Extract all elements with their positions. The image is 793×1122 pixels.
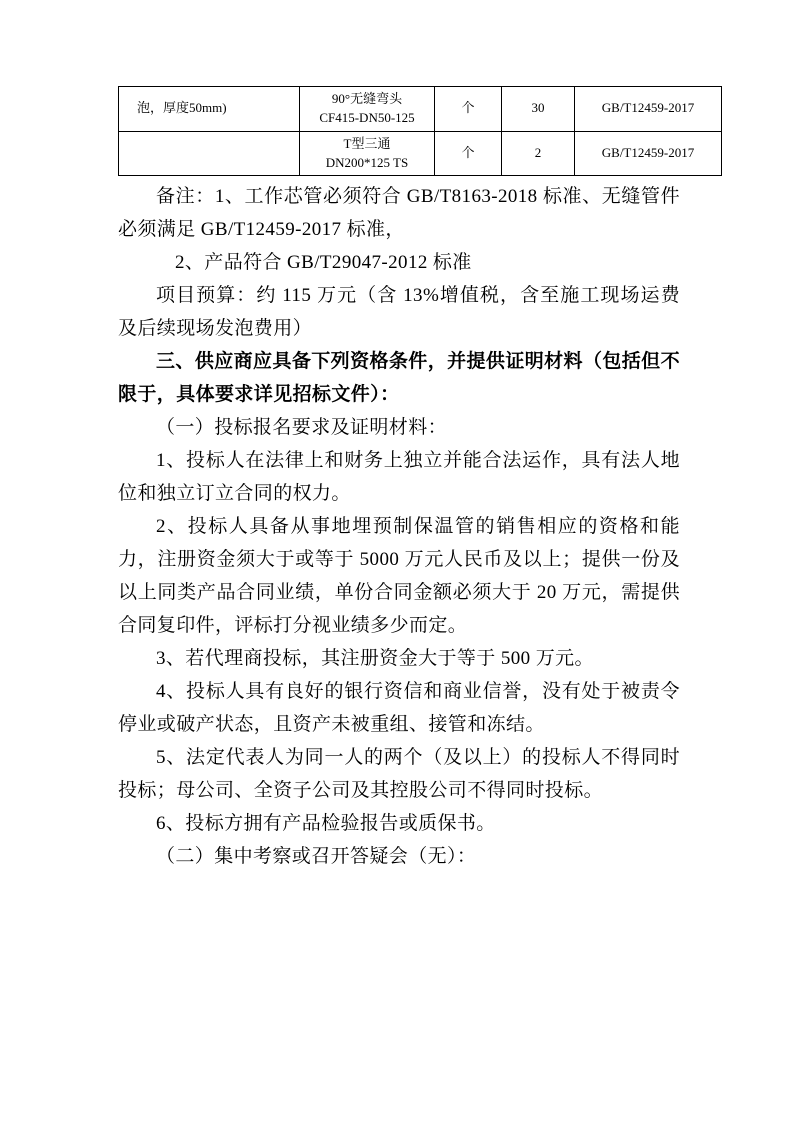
- paragraph-item-6: 6、投标方拥有产品检验报告或质保书。: [156, 813, 496, 835]
- table-row: [119, 87, 722, 132]
- specification-table: [118, 86, 722, 176]
- paragraph-item-1: 1、投标人在法律上和财务上独立并能合法运作，具有法人地位和独立订立合同的权力。: [118, 450, 680, 505]
- table-cell-model: [300, 131, 435, 176]
- paragraph-budget: 项目预算：约 115 万元（含 13%增值税，含至施工现场运费及后续现场发泡费用）: [118, 285, 680, 340]
- table-cell-model-line1: T型三通: [343, 135, 391, 151]
- table-cell-unit: 个: [435, 87, 502, 132]
- table-cell-product: 泡，厚度50mm): [119, 87, 300, 132]
- paragraph-item-5: 5、法定代表人为同一人的两个（及以上）的投标人不得同时投标；母公司、全资子公司及其控股公司不得同时投标。: [118, 747, 680, 802]
- paragraph-note-2: 2、产品符合 GB/T29047-2012 标准: [175, 252, 472, 274]
- document-content: [118, 86, 695, 873]
- paragraph-item-4: 4、投标人具有良好的银行资信和商业信誉，没有处于被责令停业或破产状态，且资产未被重组、接管和冻结。: [118, 681, 680, 736]
- paragraph-note-1: 备注：1、工作芯管必须符合 GB/T8163-2018 标准、无缝管件必须满足 GB/T12459-2017 标准，: [118, 186, 680, 241]
- paragraph-item-2: 2、投标人具备从事地埋预制保温管的销售相应的资格和能力，注册资金须大于或等于 5000 万元人民币及以上；提供一份及以上同类产品合同业绩，单份合同金额必须大于 20 万元，需提供合同复印件，评标打分视业绩多少而定。: [118, 516, 680, 637]
- table-cell-quantity: 30: [502, 87, 575, 132]
- table-row: [119, 131, 722, 176]
- paragraph-subsection-one: （一）投标报名要求及证明材料：: [156, 417, 448, 439]
- table-cell-model-line2: CF415-DN50-125: [319, 109, 415, 125]
- table-cell-product: [119, 131, 300, 176]
- paragraph-item-3: 3、若代理商投标，其注册资金大于等于 500 万元。: [156, 648, 594, 670]
- table-cell-standard: GB/T12459-2017: [575, 131, 722, 176]
- table-cell-model-line1: 90°无缝弯头: [331, 91, 403, 106]
- paragraph-subsection-two: （二）集中考察或召开答疑会（无）：: [156, 846, 477, 868]
- paragraph-section-three: 三、供应商应具备下列资格条件，并提供证明材料（包括但不限于，具体要求详见招标文件）：: [118, 351, 680, 406]
- table-cell-quantity: 2: [502, 131, 575, 176]
- table-cell-model: [300, 87, 435, 132]
- table-cell-standard: GB/T12459-2017: [575, 87, 722, 132]
- table-cell-unit: 个: [435, 131, 502, 176]
- table-cell-model-line2: DN200*125 TS: [325, 154, 409, 170]
